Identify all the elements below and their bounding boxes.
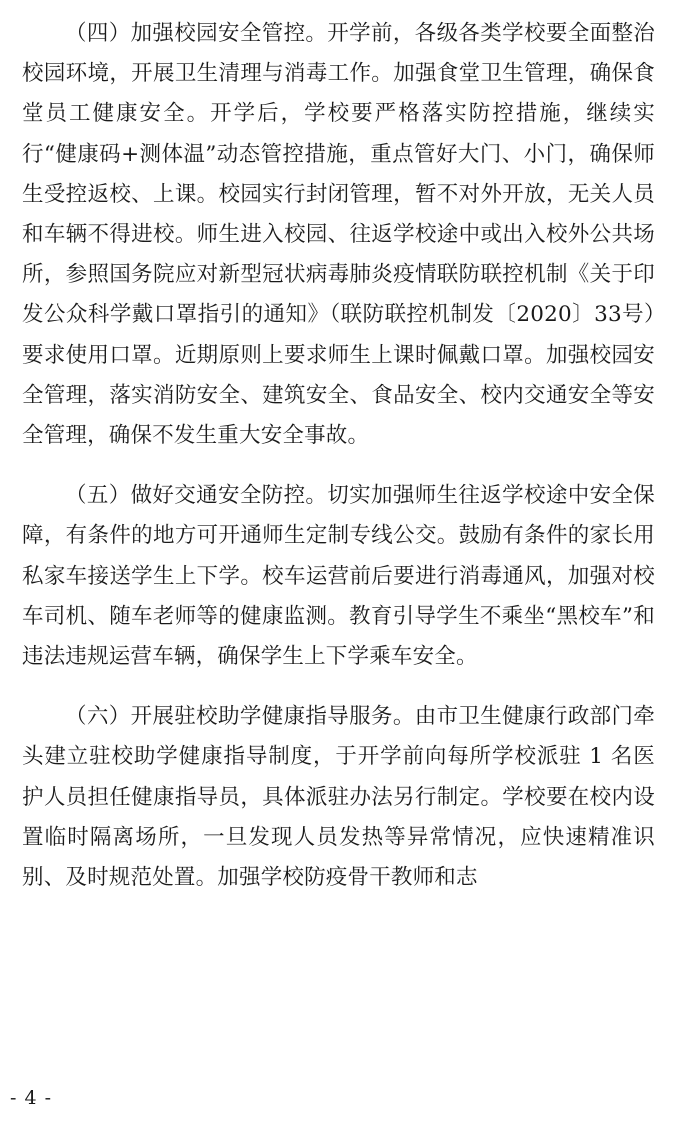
paragraph-section-5: （五）做好交通安全防控。切实加强师生往返学校途中安全保障，有条件的地方可开通师生定制专线公交。鼓励有条件的家长用私家车接送学生上下学。校车运营前后要进行消毒通风，加强对校车司机、随车老师等的健康监测。教育引导学生不乘坐“黑校车”和违法违规运营车辆，确保学生上下学乘车安全。: [22, 483, 655, 670]
document-body: [22, 14, 655, 898]
page-number-footer: - 4 -: [10, 1087, 53, 1109]
paragraph-section-4: （四）加强校园安全管控。开学前，各级各类学校要全面整治校园环境，开展卫生清理与消毒工作。加强食堂卫生管理，确保食堂员工健康安全。开学后，学校要严格落实防控措施，继续实行“健康码+测体温”动态管控措施，重点管好大门、小门，确保师生受控返校、上课。校园实行封闭管理，暂不对外开放，无关人员和车辆不得进校。师生进入校园、往返学校途中或出入校外公共场所，参照国务院应对新型冠状病毒肺炎疫情联防联控机制《关于印发公众科学戴口罩指引的通知》（联防联控机制发〔2020〕33号）要求使用口罩。近期原则上要求师生上课时佩戴口罩。加强校园安全管理，落实消防安全、建筑安全、食品安全、校内交通安全等安全管理，确保不发生重大安全事故。: [22, 21, 655, 449]
paragraph-section-6: （六）开展驻校助学健康指导服务。由市卫生健康行政部门牵头建立驻校助学健康指导制度，于开学前向每所学校派驻 1 名医护人员担任健康指导员，具体派驻办法另行制定。学校要在校内设置临时隔离场所，一旦发现人员发热等异常情况，应快速精准识别、及时规范处置。加强学校防疫骨干教师和志: [22, 704, 655, 891]
